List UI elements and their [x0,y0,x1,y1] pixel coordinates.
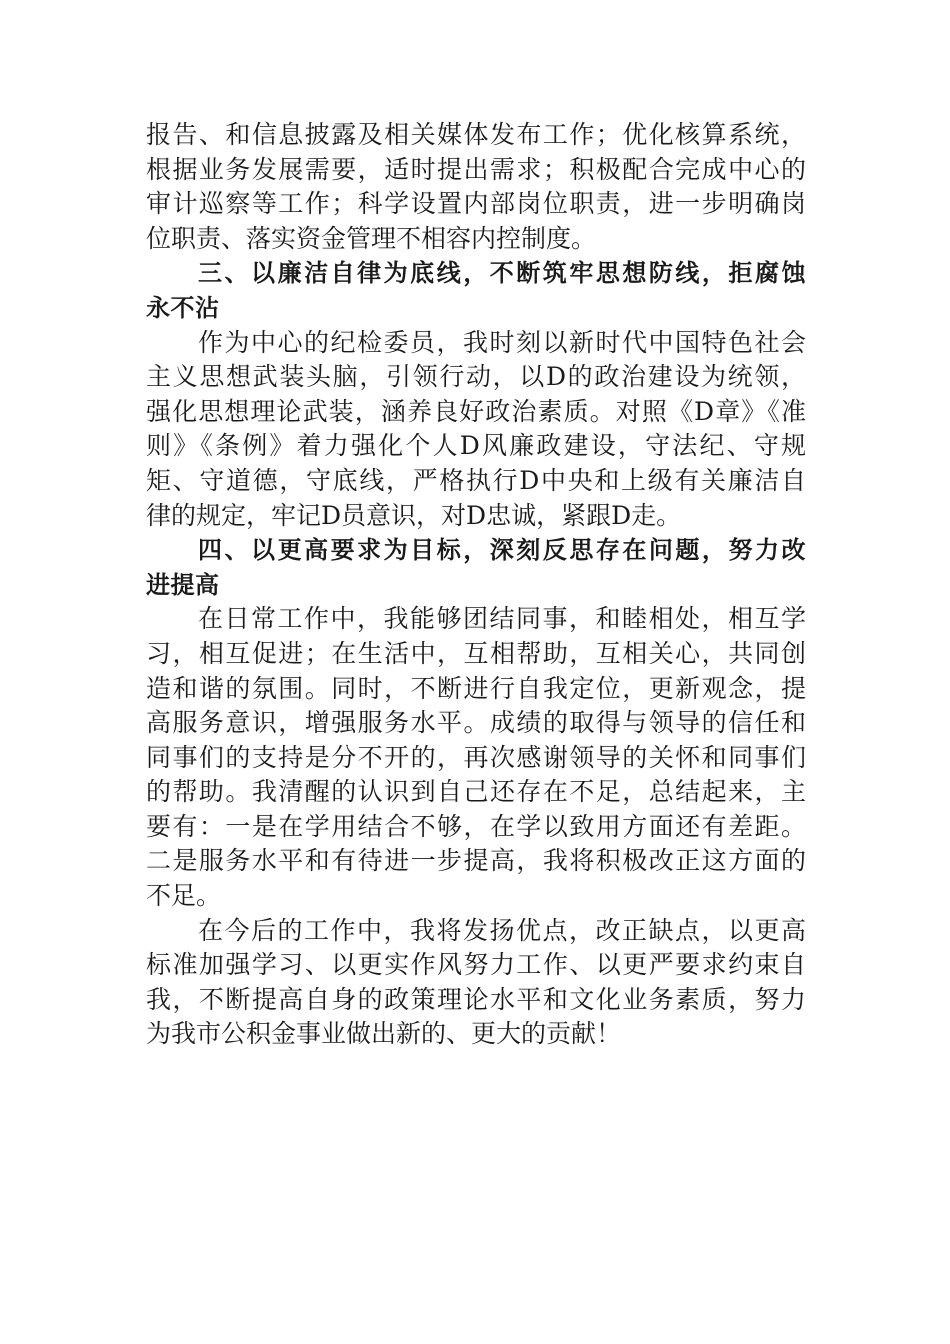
text-line: 的帮助。我清醒的认识到自己还存在不足，总结起来，主 [146,777,806,807]
heading-line: 永不沾 [146,293,220,322]
text-line: 则》《条例》着力强化个人D风廉政建设，守法纪、守规 [146,431,806,461]
text-line: 要有：一是在学用结合不够，在学以致用方面还有差距。 [146,811,806,841]
heading-line: 进提高 [146,570,220,599]
paragraph-continuation [146,118,806,256]
text-line: 在日常工作中，我能够团结同事，和睦相处，相互学 [198,604,806,634]
text-line: 主义思想武装头脑，引领行动，以D的政治建设为统领， [146,362,806,392]
paragraph-discipline [146,326,806,534]
heading-line: 三、以廉洁自律为底线，不断筑牢思想防线，拒腐蚀 [198,259,806,288]
text-line: 根据业务发展需要，适时提出需求；积极配合完成中心的 [146,154,806,184]
text-line: 位职责、落实资金管理不相容内控制度。 [146,223,597,253]
text-line: 不足。 [146,881,222,911]
section-heading-four [146,533,806,602]
text-line: 律的规定，牢记D员意识，对D忠诚，紧跟D走。 [146,500,682,530]
paragraph-daily-work [146,602,806,913]
text-line: 强化思想理论武装，涵养良好政治素质。对照《D章》《准 [146,396,806,426]
document-page [146,118,806,1052]
text-line: 报告、和信息披露及相关媒体发布工作；优化核算系统， [146,120,806,149]
text-line: 造和谐的氛围。同时，不断进行自我定位，更新观念，提 [146,673,806,703]
text-line: 矩、守道德，守底线，严格执行D中央和上级有关廉洁自 [146,465,806,495]
paragraph-future-work [146,914,806,1052]
text-line: 高服务意识，增强服务水平。成绩的取得与领导的信任和 [146,708,806,738]
text-line: 习，相互促进；在生活中，互相帮助，互相关心，共同创 [146,638,806,668]
text-line: 在今后的工作中，我将发扬优点，改正缺点，以更高 [198,915,806,945]
text-line: 作为中心的纪检委员，我时刻以新时代中国特色社会 [198,327,806,357]
text-line: 标准加强学习、以更实作风努力工作、以更严要求约束自 [146,950,806,980]
section-heading-three [146,256,806,325]
text-line: 我，不断提高自身的政策理论水平和文化业务素质，努力 [146,984,806,1014]
heading-line: 四、以更高要求为目标，深刻反思存在问题，努力改 [198,536,806,565]
text-line: 同事们的支持是分不开的，再次感谢领导的关怀和同事们 [146,742,806,772]
text-line: 二是服务水平和有待进一步提高，我将积极改正这方面的 [146,846,806,876]
text-line: 为我市公积金事业做出新的、更大的贡献！ [146,1019,622,1049]
text-line: 审计巡察等工作；科学设置内部岗位职责，进一步明确岗 [146,189,806,219]
